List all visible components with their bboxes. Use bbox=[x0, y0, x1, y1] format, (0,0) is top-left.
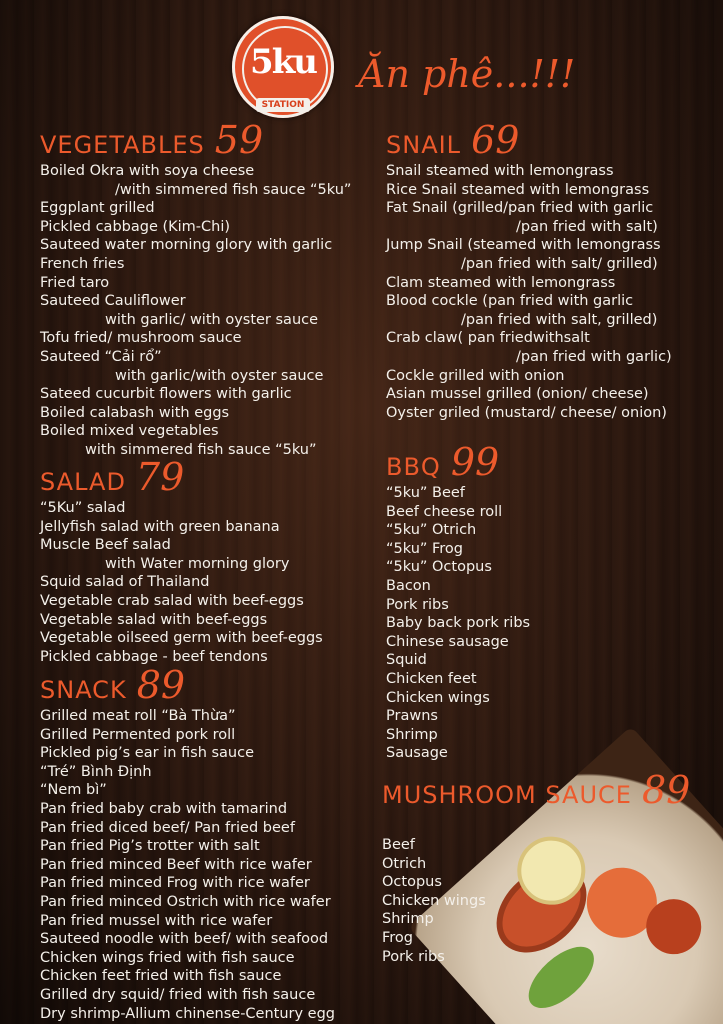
menu-item: Boiled calabash with eggs bbox=[40, 404, 230, 421]
menu-item: Chicken feet bbox=[386, 670, 477, 687]
item-list bbox=[40, 707, 335, 1023]
menu-item: Vegetable salad with beef-eggs bbox=[40, 611, 268, 628]
menu-item: Jellyfish salad with green banana bbox=[40, 518, 280, 535]
menu-item: /pan fried with salt/ grilled) bbox=[461, 255, 658, 272]
menu-item: Frog bbox=[382, 929, 414, 946]
menu-item: Chicken feet fried with fish sauce bbox=[40, 968, 282, 985]
menu-item: Otrich bbox=[382, 855, 427, 872]
menu-item: Chicken wings fried with fish sauce bbox=[40, 949, 295, 966]
menu-item: “5ku” Otrich bbox=[386, 522, 477, 539]
menu-item: French fries bbox=[40, 255, 125, 272]
section-title bbox=[40, 663, 335, 707]
menu-item: /pan fried with salt) bbox=[516, 218, 658, 235]
menu-item: Asian mussel grilled (onion/ cheese) bbox=[386, 386, 649, 403]
section-price: 89 bbox=[641, 768, 691, 812]
menu-item: with garlic/ with oyster sauce bbox=[105, 311, 319, 328]
logo-mark: 5ku bbox=[250, 42, 316, 82]
menu-item: Squid salad of Thailand bbox=[40, 574, 210, 591]
menu-item: Sateed cucurbit flowers with garlic bbox=[40, 386, 292, 403]
menu-item: with garlic/with oyster sauce bbox=[115, 367, 324, 384]
menu-item: with Water morning glory bbox=[105, 555, 290, 572]
section-title bbox=[40, 455, 323, 499]
menu-item: Shrimp bbox=[382, 911, 434, 928]
menu-item: Tofu fried/ mushroom sauce bbox=[40, 330, 242, 347]
section-price: 79 bbox=[135, 455, 185, 499]
menu-item: Snail steamed with lemongrass bbox=[386, 163, 614, 179]
menu-item: Jump Snail (steamed with lemongrass bbox=[386, 237, 661, 254]
section-title bbox=[40, 118, 351, 162]
menu-item: /pan fried with salt, grilled) bbox=[461, 311, 658, 328]
menu-item: Crab claw( pan friedwithsalt bbox=[386, 330, 590, 347]
menu-item: Pan fried minced Beef with rice wafer bbox=[40, 856, 312, 873]
menu-item: Sausage bbox=[386, 745, 448, 762]
menu-item: Boiled mixed vegetables bbox=[40, 423, 219, 440]
item-list bbox=[386, 484, 530, 763]
section-mushroom-sauce bbox=[382, 768, 690, 966]
menu-item: Chicken wings bbox=[382, 892, 486, 909]
menu-item: /with simmered fish sauce “5ku” bbox=[115, 181, 352, 198]
menu-item: “Nem bì” bbox=[40, 782, 107, 799]
section-name: VEGETABLES bbox=[40, 131, 205, 159]
menu-item: Vegetable crab salad with beef-eggs bbox=[40, 592, 304, 609]
section-snail bbox=[386, 118, 672, 422]
menu-item: Sauteed Cauliflower bbox=[40, 293, 186, 310]
section-title bbox=[386, 440, 530, 484]
section-name: MUSHROOM SAUCE bbox=[382, 781, 632, 809]
menu-item: Beef cheese roll bbox=[386, 503, 503, 520]
menu-item: Clam steamed with lemongrass bbox=[386, 274, 616, 291]
menu-item: Sauteed noodle with beef/ with seafood bbox=[40, 931, 329, 948]
menu-item: “5Ku” salad bbox=[40, 500, 126, 516]
menu-item: Pan fried minced Frog with rice wafer bbox=[40, 875, 310, 892]
item-list bbox=[40, 499, 323, 666]
menu-item: Octopus bbox=[382, 874, 442, 891]
menu-item: Pickled cabbage - beef tendons bbox=[40, 648, 268, 665]
menu-item: Pan fried mussel with rice wafer bbox=[40, 912, 273, 929]
item-list bbox=[40, 162, 351, 460]
section-price: 89 bbox=[136, 663, 186, 707]
section-name: SNAIL bbox=[386, 131, 462, 159]
menu-item: Shrimp bbox=[386, 726, 438, 743]
menu-item: Bacon bbox=[386, 577, 431, 594]
menu-item: Blood cockle (pan fried with garlic bbox=[386, 293, 634, 310]
section-title bbox=[382, 768, 690, 812]
section-name: BBQ bbox=[386, 453, 441, 481]
menu-item: Pork ribs bbox=[382, 948, 445, 965]
section-price: 69 bbox=[471, 118, 520, 162]
menu-item: Fat Snail (grilled/pan fried with garlic bbox=[386, 200, 654, 217]
menu-item: Pickled cabbage (Kim-Chi) bbox=[40, 218, 231, 235]
menu-item: Baby back pork ribs bbox=[386, 615, 531, 632]
menu-item: “5ku” Octopus bbox=[386, 559, 492, 576]
menu-item: Grilled dry squid/ fried with fish sauce bbox=[40, 986, 316, 1003]
menu-item: Pan fried diced beef/ Pan fried beef bbox=[40, 819, 295, 836]
section-price: 59 bbox=[214, 118, 264, 162]
menu-item: Chicken wings bbox=[386, 689, 490, 706]
restaurant-logo bbox=[232, 16, 334, 118]
menu-item: Beef bbox=[382, 837, 415, 853]
menu-item: Muscle Beef salad bbox=[40, 537, 171, 554]
menu-item: Prawns bbox=[386, 708, 438, 725]
menu-item: Oyster griled (mustard/ cheese/ onion) bbox=[386, 404, 667, 421]
menu-item: “Tré” Bình Định bbox=[40, 763, 152, 780]
menu-item: Fried taro bbox=[40, 274, 110, 291]
section-salad bbox=[40, 455, 323, 666]
menu-item: Cockle grilled with onion bbox=[386, 367, 565, 384]
menu-item: Pork ribs bbox=[386, 596, 449, 613]
section-name: SALAD bbox=[40, 468, 126, 496]
section-bbq bbox=[386, 440, 530, 763]
menu-item: Pan fried Pig’s trotter with salt bbox=[40, 838, 260, 855]
menu-item: with simmered fish sauce “5ku” bbox=[85, 441, 317, 458]
menu-item: Dry shrimp-Allium chinense-Century egg bbox=[40, 1005, 336, 1022]
menu-item: /pan fried with garlic) bbox=[516, 348, 672, 365]
menu-item: Rice Snail steamed with lemongrass bbox=[386, 181, 650, 198]
menu-item: Vegetable oilseed germ with beef-eggs bbox=[40, 630, 323, 647]
menu-item: Eggplant grilled bbox=[40, 200, 155, 217]
item-list bbox=[386, 162, 672, 422]
item-list bbox=[382, 836, 690, 966]
headline: Ăn phê...!!! bbox=[358, 52, 576, 96]
menu-item: Pan fried minced Ostrich with rice wafer bbox=[40, 893, 331, 910]
menu-item: Pan fried baby crab with tamarind bbox=[40, 800, 288, 817]
section-price: 99 bbox=[450, 440, 500, 484]
menu-item: Pickled pig’s ear in fish sauce bbox=[40, 745, 255, 762]
section-name: SNACK bbox=[40, 676, 127, 704]
menu-item: “5ku” Beef bbox=[386, 485, 465, 501]
menu-item: Chinese sausage bbox=[386, 633, 509, 650]
menu-item: Grilled Permented pork roll bbox=[40, 726, 236, 743]
menu-item: “5ku” Frog bbox=[386, 540, 464, 557]
section-vegetables bbox=[40, 118, 351, 460]
menu-item: Grilled meat roll “Bà Thừa” bbox=[40, 708, 236, 724]
section-title bbox=[386, 118, 672, 162]
menu-item: Sauteed “Cải rổ” bbox=[40, 348, 162, 365]
menu-item: Sauteed water morning glory with garlic bbox=[40, 237, 333, 254]
logo-tag: STATION bbox=[256, 98, 310, 112]
section-snack bbox=[40, 663, 335, 1023]
menu-item: Squid bbox=[386, 652, 427, 669]
menu-item: Boiled Okra with soya cheese bbox=[40, 163, 255, 179]
